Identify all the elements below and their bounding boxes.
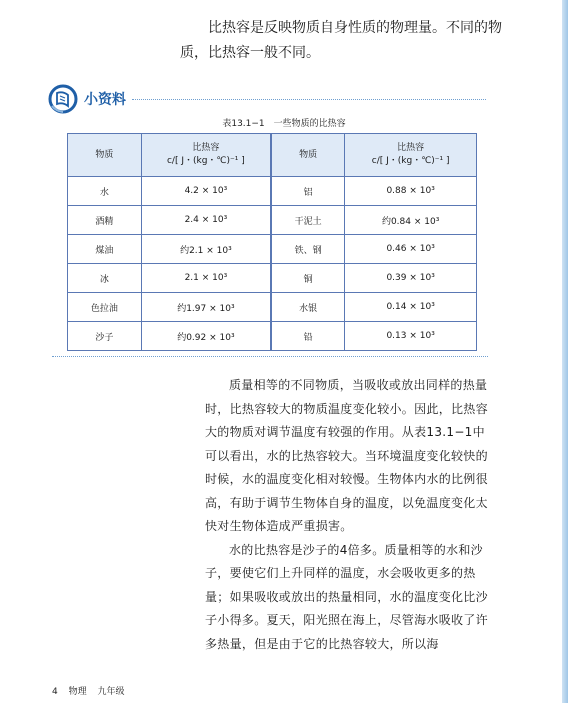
heat-value-cell: 0.88 × 10³ [345,177,477,206]
footer-grade: 九年级 [97,687,125,697]
footer-subject: 物理 [68,687,87,697]
table-row [68,322,477,351]
table-row [68,206,477,235]
heat-value-cell: 0.46 × 10³ [345,235,477,264]
substance-cell: 水银 [271,293,345,322]
heat-value-cell: 2.4 × 10³ [141,206,271,235]
substance-cell: 铝 [271,177,345,206]
header-heat-unit: c/[ J・(kg・℃)⁻¹ ] [166,156,245,166]
info-box-title: 小资料 [84,92,126,108]
substance-cell: 煤油 [68,235,142,264]
heat-value-cell: 0.13 × 10³ [345,322,477,351]
table-caption: 表13.1−1 一些物质的比热容 [222,119,346,129]
heat-value-cell: 4.2 × 10³ [141,177,271,206]
heat-value-cell: 0.39 × 10³ [345,264,477,293]
substance-cell: 干泥土 [271,206,345,235]
info-box-bottom-divider [52,356,488,357]
body-paragraph-2-text: 水的比热容是沙子的4倍多。质量相等的水和沙子，要使它们上升同样的温度，水会吸收更多的热量；如果吸收或放出的热量相同，水的温度变化比沙子小得多。夏天，阳光照在海上，尽管海水吸收了许多热量，但是由于它的比热容较大，所以海 [205,542,488,651]
table-row [68,293,477,322]
substance-cell: 水 [68,177,142,206]
intro-paragraph [180,16,505,66]
specific-heat-table [67,133,477,351]
table-header-row [68,134,477,177]
info-box-top-divider [132,99,486,100]
body-paragraph-1 [205,374,488,539]
heat-value-cell: 0.14 × 10³ [345,293,477,322]
page-footer [52,684,133,697]
info-box-header [48,84,488,114]
info-book-icon [48,84,80,114]
substance-cell: 酒精 [68,206,142,235]
header-heat-unit: c/[ J・(kg・℃)⁻¹ ] [371,156,450,166]
heat-value-cell: 约0.92 × 10³ [141,322,271,351]
substance-cell: 色拉油 [68,293,142,322]
table-row [68,235,477,264]
header-substance-right: 物质 [271,134,345,177]
header-heat-right [345,134,477,177]
heat-value-cell: 2.1 × 10³ [141,264,271,293]
header-heat-label: 比热容 [397,143,425,153]
substance-cell: 铜 [271,264,345,293]
substance-cell: 铁、钢 [271,235,345,264]
table-row [68,177,477,206]
heat-value-cell: 约0.84 × 10³ [345,206,477,235]
heat-value-cell: 约2.1 × 10³ [141,235,271,264]
substance-cell: 铅 [271,322,345,351]
header-substance-left: 物质 [68,134,142,177]
body-paragraph-1-text: 质量相等的不同物质，当吸收或放出同样的热量时，比热容较大的物质温度变化较小。因此，比热容大的物质对调节温度有较强的作用。从表13.1−1中可以看出，水的比热容较大。当环境温度变化较快的时候，水的温度变化相对较慢。生物体内水的比例很高，有助于调节生物体自身的温度，以免温度变化太快对生物体造成严重损害。 [205,378,488,533]
page-edge-decoration [562,0,568,703]
body-paragraph-2 [205,539,488,657]
header-heat-label: 比热容 [192,143,220,153]
table-row [68,264,477,293]
heat-value-cell: 约1.97 × 10³ [141,293,271,322]
body-text [205,374,488,656]
substance-cell: 冰 [68,264,142,293]
substance-cell: 沙子 [68,322,142,351]
page-number: 4 [52,687,58,697]
header-heat-left [141,134,271,177]
intro-text: 比热容是反映物质自身性质的物理量。不同的物质，比热容一般不同。 [180,20,502,61]
